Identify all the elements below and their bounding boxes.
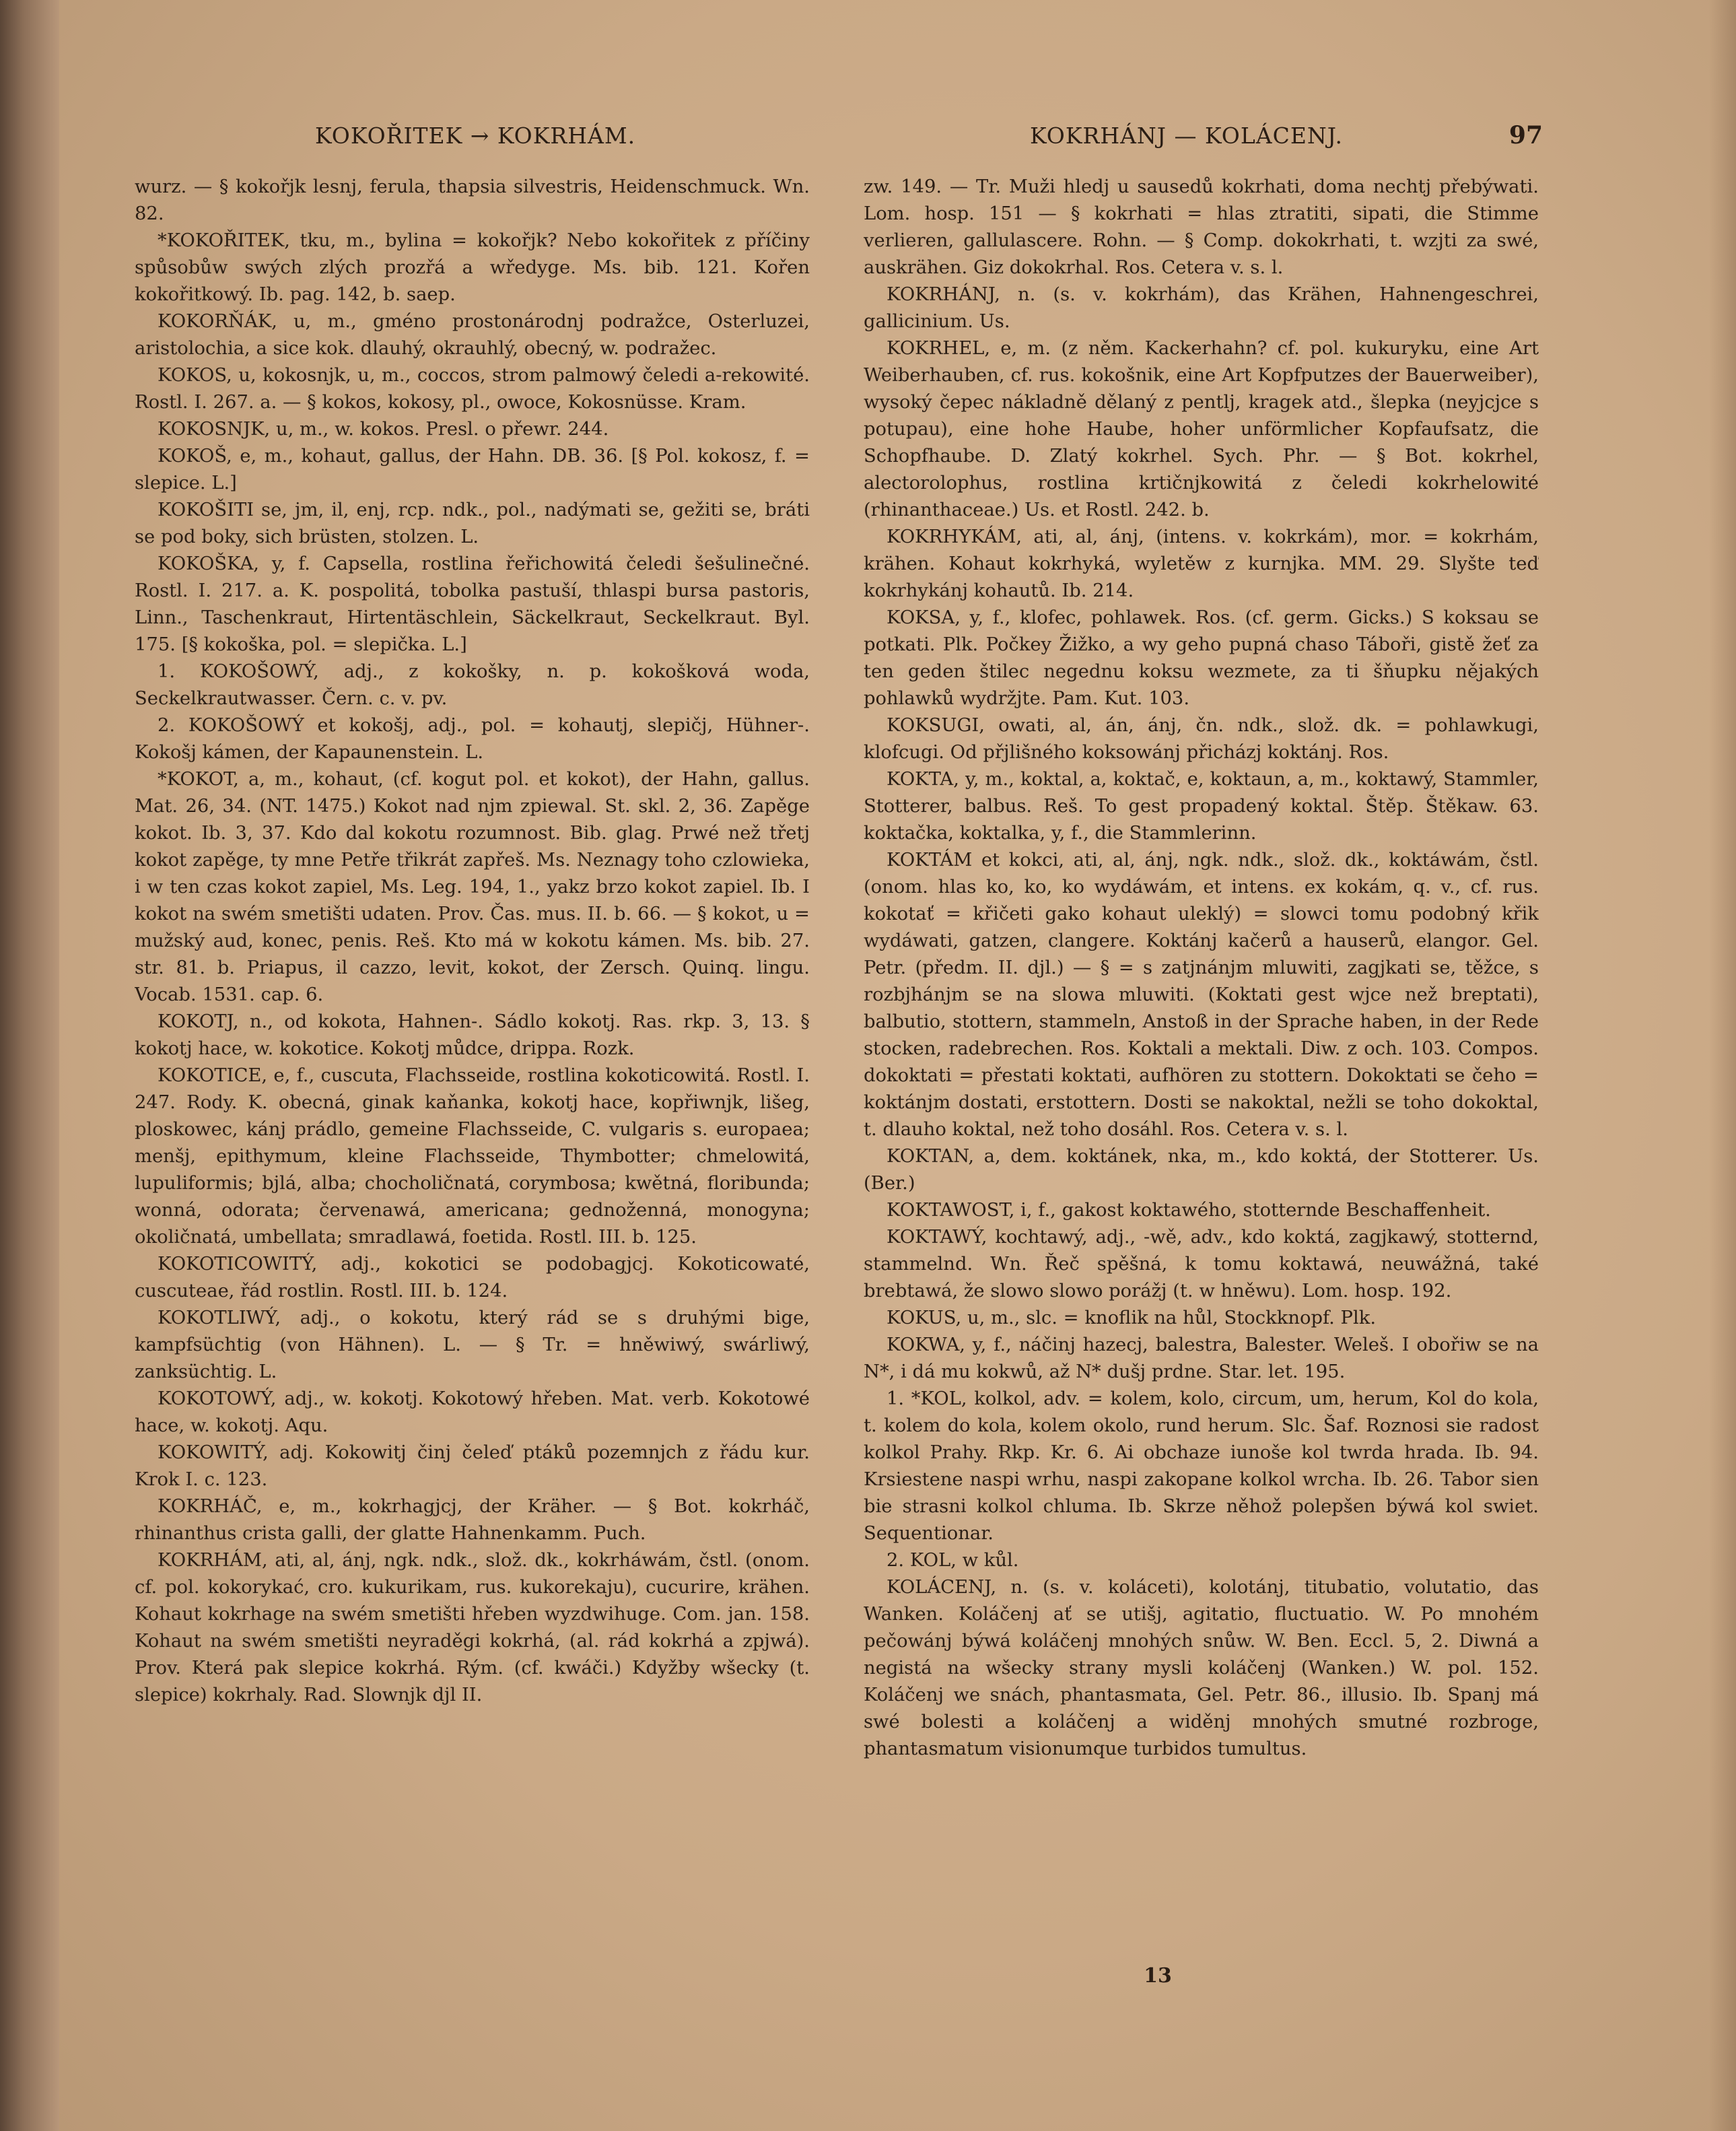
entry-paragraph: KOKSUGI, owati, al, án, ánj, čn. ndk., slož. dk. = pohlawkugi, klofcugi. Od přjlišného koksowánj přicházj koktánj. Ros. xyxy=(864,715,1539,763)
entry-paragraph: zw. 149. — Tr. Muži hledj u sausedů kokrhati, doma nechtj přebýwati. Lom. hosp. 151 — § kokrhati = hlas ztratiti, sipati, die Stimme verlieren, gallulascere. Rohn. — § Comp. dokokrhati, t. wzjti za swé, auskrähen. Giz dokokrhal. Ros. Cetera v. s. l. xyxy=(864,176,1539,278)
entry-paragraph: KOKORŇÁK, u, m., gméno prostonárodnj podražce, Osterluzei, aristolochia, a sice kok. dlauhý, okrauhlý, obecný, w. podražec. xyxy=(135,311,810,359)
entry-paragraph: KOKOTOWÝ, adj., w. kokotj. Kokotowý hřeben. Mat. verb. Kokotowé hace, w. kokotj. Aqu. xyxy=(135,1388,810,1436)
entry-paragraph: KOKTA, y, m., koktal, a, koktač, e, koktaun, a, m., koktawý, Stammler, Stotterer, balbus. Reš. To gest propadený koktal. Štěp. Štěkaw. 63. koktačka, koktalka, y, f., die Stammlerinn. xyxy=(864,769,1539,844)
entry-paragraph: KOLÁCENJ, n. (s. v. koláceti), kolotánj, titubatio, volutatio, das Wanken. Koláčenj ať se utišj, agitatio, fluctuatio. W. Po mnohém pečowánj býwá koláčenj mnohých snůw. W. Ben. Eccl. 5, 2. Diwná a negistá na wšecky strany mysli koláčenj (Wanken.) W. pol. 152. Koláčenj we snách, phantasmata, Gel. Petr. 86., illusio. Ib. Spanj má swé bolesti a koláčenj a widěnj mnohých smutné rozbroge, phantasmatum visionumque turbidos tumultus. xyxy=(864,1577,1539,1759)
signature-mark: 13 xyxy=(1144,1964,1172,1988)
entry-paragraph: KOKOSNJK, u, m., w. kokos. Presl. o přewr. 244. xyxy=(158,419,609,440)
entry-paragraph: 1. KOKOŠOWÝ, adj., z kokošky, n. p. kokošková woda, Seckelkrautwasser. Čern. c. v. pv. xyxy=(135,661,810,709)
entry-paragraph: KOKOTICOWITÝ, adj., kokotici se podobagjcj. Kokoticowaté, cuscuteae, řád rostlin. Rostl. III. b. 124. xyxy=(135,1254,810,1301)
entry-paragraph: KOKRHÁM, ati, al, ánj, ngk. ndk., slož. dk., kokrháwám, čstl. (onom. cf. pol. kokorykać, cro. kukurikam, rus. kukorekaju), cucurire, krähen. Kohaut kokrhage na swém smetišti hřeben wyzdwihuge. Com. jan. 158. Kohaut na swém smetišti neyraděgi kokrhá, (al. rád kokrhá a zpjwá). Prov. Která pak slepice kokrhá. Rým. (cf. kwáči.) Kdyžby wšecky (t. slepice) kokrhaly. Rad. Slownjk djl II. xyxy=(135,1550,810,1705)
right-column xyxy=(864,174,1539,1944)
entry-paragraph: KOKOŠKA, y, f. Capsella, rostlina řeřichowitá čeledi šešulinečné. Rostl. I. 217. a. K. pospolitá, tobolka pastuší, thlaspi bursa pastoris, Linn., Taschenkraut, Hirtentäschlein, Säckelkraut, Seckelkraut. Byl. 175. [§ kokoška, pol. = slepička. L.] xyxy=(135,553,810,655)
entry-paragraph: KOKSA, y, f., klofec, pohlawek. Ros. (cf. germ. Gicks.) S koksau se potkati. Plk. Počkey Žižko, a wy geho pupná chaso Táboři, gistě žeť za ten geden štilec negednu koksu wezmete, za ti šňupku nějakých pohlawků wydržjte. Pam. Kut. 103. xyxy=(864,607,1539,709)
entry-paragraph: KOKRHÁČ, e, m., kokrhagjcj, der Kräher. — § Bot. kokrháč, rhinanthus crista galli, der glatte Hahnenkamm. Puch. xyxy=(135,1496,810,1544)
entry-paragraph: KOKRHÁNJ, n. (s. v. kokrhám), das Krähen, Hahnengeschrei, gallicinium. Us. xyxy=(864,284,1539,332)
right-running-head: KOKRHÁNJ — KOLÁCENJ. xyxy=(1030,123,1343,149)
entry-paragraph: 2. KOL, w kůl. xyxy=(887,1550,1019,1571)
entry-paragraph: KOKOTICE, e, f., cuscuta, Flachsseide, rostlina kokoticowitá. Rostl. I. 247. Rody. K. obecná, ginak kaňanka, kokotj hace, kopřiwnjk, lišeg, ploskowec, kánj prádlo, gemeine Flachsseide, C. vulgaris s. europaea; menšj, epithymum, kleine Flachsseide, Thymbotter; chmelowitá, lupuliformis; bjlá, alba; chocholičnatá, corymbosa; kwětná, floribunda; wonná, odorata; červenawá, americana; gednoženná, monogyna; okoličnatá, umbellata; smradlawá, foetida. Rostl. III. b. 125. xyxy=(135,1065,810,1248)
page-number: 97 xyxy=(1508,121,1543,149)
entry-paragraph: KOKWA, y, f., náčinj hazecj, balestra, Balester. Weleš. I obořiw se na N*, i dá mu kokwů, až N* dušj prdne. Star. let. 195. xyxy=(864,1334,1539,1382)
entry-paragraph: KOKOTJ, n., od kokota, Hahnen-. Sádlo kokotj. Ras. rkp. 3, 13. § kokotj hace, w. kokotice. Kokotj můdce, drippa. Rozk. xyxy=(135,1011,810,1059)
entry-paragraph: wurz. — § kokořjk lesnj, ferula, thapsia silvestris, Heidenschmuck. Wn. 82. xyxy=(135,176,810,224)
entry-paragraph: 2. KOKOŠOWÝ et kokošj, adj., pol. = kohautj, slepičj, Hühner-. Kokošj kámen, der Kapaunenstein. L. xyxy=(135,715,810,763)
entry-paragraph: KOKOŠ, e, m., kohaut, gallus, der Hahn. DB. 36. [§ Pol. kokosz, f. = slepice. L.] xyxy=(135,446,810,494)
entry-paragraph: KOKTAWÝ, kochtawý, adj., -wě, adv., kdo koktá, zagjkawý, stotternd, stammelnd. Wn. Řeč spěšná, k tomu koktawá, neuwážná, také brebtawá, že slowo slowo porážj (t. w hněwu). Lom. hosp. 192. xyxy=(864,1227,1539,1301)
entry-paragraph: KOKTAWOST, i, f., gakost koktawého, stotternde Beschaffenheit. xyxy=(887,1200,1491,1221)
entry-paragraph: *KOKOT, a, m., kohaut, (cf. kogut pol. et kokot), der Hahn, gallus. Mat. 26, 34. (NT. 1475.) Kokot nad njm zpiewal. St. skl. 2, 36. Zapěge kokot. Ib. 3, 37. Kdo dal kokotu rozumnost. Bib. glag. Prwé než třetj kokot zapěge, ty mne Petře třikrát zapřeš. Ms. Neznagy toho czlowieka, i w ten czas kokot zapiel, Ms. Leg. 194, 1., yakz brzo kokot zapiel. Ib. I kokot na swém smetišti udaten. Prov. Čas. mus. II. b. 66. — § kokot, u = mužský aud, konec, penis. Reš. Kto má w kokotu kámen. Ms. bib. 27. str. 81. b. Priapus, il cazzo, levit, kokot, der Zersch. Quinq. lingu. Vocab. 1531. cap. 6. xyxy=(135,769,810,1005)
left-running-head: KOKOŘITEK → KOKRHÁM. xyxy=(315,123,636,149)
entry-paragraph: KOKOS, u, kokosnjk, u, m., coccos, strom palmowý čeledi a-rekowité. Rostl. I. 267. a. — § kokos, kokosy, pl., owoce, Kokosnüsse. Kram. xyxy=(135,365,810,413)
entry-paragraph: KOKRHYKÁM, ati, al, ánj, (intens. v. kokrkám), mor. = kokrhám, krähen. Kohaut kokrhyká, wyletěw z kurnjka. MM. 29. Slyšte teď kokrhykánj kohautů. Ib. 214. xyxy=(864,527,1539,601)
entry-paragraph: KOKTAN, a, dem. koktánek, nka, m., kdo koktá, der Stotterer. Us. (Ber.) xyxy=(864,1146,1539,1194)
entry-paragraph: KOKRHEL, e, m. (z něm. Kackerhahn? cf. pol. kukuryku, eine Art Weiberhauben, cf. rus. kokošnik, eine Art Kopfputzes der Bauerweiber), wysoký čepec nákladně dělaný z pentlj, kragek atd., šlepka (neyjcjce s potupau), eine hohe Haube, hoher unförmlicher Kopfaufsatz, die Schopfhaube. D. Zlatý kokrhel. Sych. Phr. — § Bot. kokrhel, alectorolophus, rostlina krtičnjkowitá z čeledi kokrhelowité (rhinanthaceae.) Us. et Rostl. 242. b. xyxy=(864,338,1539,520)
entry-paragraph: KOKUS, u, m., slc. = knoflik na hůl, Stockknopf. Plk. xyxy=(887,1308,1377,1328)
entry-paragraph: *KOKOŘITEK, tku, m., bylina = kokořjk? Nebo kokořitek z příčiny spůsobůw swých zlých prozřá a wředyge. Ms. bib. 121. Kořen kokořitkowý. Ib. pag. 142, b. saep. xyxy=(135,230,810,305)
entry-paragraph: KOKTÁM et kokci, ati, al, ánj, ngk. ndk., slož. dk., koktáwám, čstl. (onom. hlas ko, ko, ko wydáwám, et intens. ex kokám, q. v., cf. rus. kokotať = křičeti gako kohaut uleklý) = slowci tomu podobný křik wydáwati, gatzen, clangere. Koktánj kačerů a hauserů, elangor. Gel. Petr. (předm. II. djl.) — § = s zatjnánjm mluwiti, zagjkati se, těžce, s rozbjhánjm se na slowa mluwiti. (Koktati gest wjce než breptati), balbutio, stottern, stammeln, Anstoß in der Sprache haben, in der Rede stocken, radebrechen. Ros. Koktali a mektali. Diw. z och. 103. Compos. dokoktati = přestati koktati, aufhören zu stottern. Dokoktati se čeho = koktánjm dostati, erstottern. Dosti se nakoktal, nežli se toho dokoktal, t. dlauho koktal, než toho dosáhl. Ros. Cetera v. s. l. xyxy=(864,850,1539,1140)
page-edge-shadow xyxy=(1709,0,1736,2131)
left-column xyxy=(135,174,810,1951)
entry-paragraph: KOKOWITÝ, adj. Kokowitj činj čeleď ptáků pozemnjch z řádu kur. Krok I. c. 123. xyxy=(135,1442,810,1490)
entry-paragraph: 1. *KOL, kolkol, adv. = kolem, kolo, circum, um, herum, Kol do kola, t. kolem do kola, kolem okolo, rund herum. Slc. Šaf. Roznosi sie radost kolkol Prahy. Rkp. Kr. 6. Ai obchaze iunoše kol twrda hrada. Ib. 94. Krsiestene naspi wrhu, naspi zakopane kolkol wrcha. Ib. 26. Tabor sien bie strasni kolkol chluma. Ib. Skrze něhož polepšen býwá kol swiet. Sequentionar. xyxy=(864,1388,1539,1544)
entry-paragraph: KOKOŠITI se, jm, il, enj, rcp. ndk., pol., nadýmati se, gežiti se, bráti se pod boky, sich brüsten, stolzen. L. xyxy=(135,500,810,547)
entry-paragraph: KOKOTLIWÝ, adj., o kokotu, který rád se s druhými bige, kampfsüchtig (von Hähnen). L. — § Tr. = hněwiwý, swárliwý, zanksüchtig. L. xyxy=(135,1308,810,1382)
book-binding-gutter xyxy=(0,0,59,2131)
